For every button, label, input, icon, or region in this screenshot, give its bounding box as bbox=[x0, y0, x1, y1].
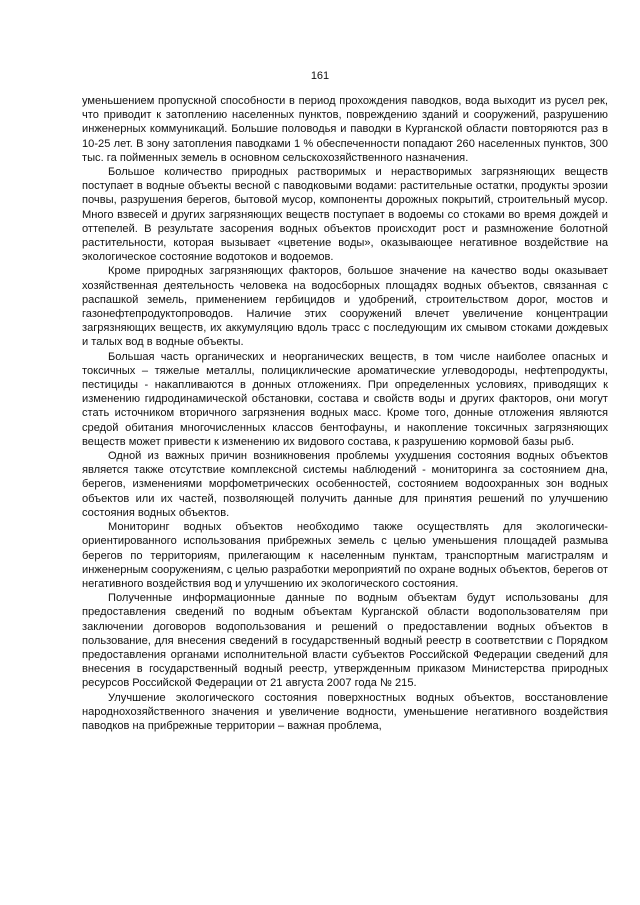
paragraph-7: Полученные информационные данные по водным объектам будут использованы для предоставления сведений по водным объектам Курганской области водопользователям при заключении договоров водопользования и решений о предоставлении водных объектов в пользование, для внесения сведений в государственный водный реестр в соответствии с Порядком предоставления органами исполнительной власти субъектов Российской Федерации сведений для внесения в государственный водный реестр, утвержденным приказом Министерства природных ресурсов Российской Федерации от 21 августа 2007 года № 215. bbox=[82, 592, 608, 690]
paragraph-8: Улучшение экологического состояния поверхностных водных объектов, восстановление народнохозяйственного значения и увеличение водности, уменьшение негативного воздействия паводков на прибрежные территории – важная проблема, bbox=[82, 691, 608, 732]
paragraph-2: Большое количество природных растворимых и нерастворимых загрязняющих веществ поступает в водные объекты весной с паводковыми водами: растительные остатки, продукты эрозии почвы, разрушения берегов, бытовой мусор, компоненты дорожных покрытий, строительный мусор. Много взвесей и других загрязняющих веществ поступает в водоемы со стоками во время дождей и оттепелей. В результате засорения водных объектов происходит рост и размножение болотной растительности, которая вызывает «цветение воды», оказывающее негативное воздействие на экологическое состояние водотоков и водоемов. bbox=[82, 166, 608, 264]
paragraph-1: уменьшением пропускной способности в период прохождения паводков, вода выходит из русел рек, что приводит к затоплению населенных пунктов, повреждению зданий и сооружений, разрушению инженерных коммуникаций. Большие половодья и паводки в Курганской области повторяются раз в 10-25 лет. В зону затопления паводками 1 % обеспеченности попадают 260 населенных пунктов, 300 тыс. га пойменных земель в основном сельскохозяйственного назначения. bbox=[82, 95, 608, 164]
paragraph-3: Кроме природных загрязняющих факторов, большое значение на качество воды оказывает хозяйственная деятельность человека на водосборных площадях водных объектов, связанная с распашкой земель, применением гербицидов и удобрений, строительством дорог, мостов и газонефтепродуктопроводов. Наличие этих сооружений влечет увеличение концентрации загрязняющих веществ, их аккумуляцию вдоль трасс с последующим их смывом стоками дождевых и талых вод в водные объекты. bbox=[82, 265, 608, 349]
paragraph-6: Мониторинг водных объектов необходимо также осуществлять для экологически-ориентированного использования прибрежных земель с целью уменьшения площадей размыва берегов по территориям, прилегающим к населенным пунктам, транспортным магистралям и инженерным сооружениям, с целью разработки мероприятий по охране водных объектов, берегов от негативного воздействия вод и улучшению их экологического состояния. bbox=[82, 521, 608, 590]
page-number: 161 bbox=[310, 70, 330, 82]
document-body bbox=[82, 94, 608, 733]
paragraph-5: Одной из важных причин возникновения проблемы ухудшения состояния водных объектов является также отсутствие комплексной системы наблюдений - мониторинга за состоянием дна, берегов, изменениями морфометрических особенностей, состоянием водоохранных зон водных объектов или их частей, позволяющей получить данные для принятия решений по улучшению состояния водных объектов. bbox=[82, 450, 608, 519]
paragraph-4: Большая часть органических и неорганических веществ, в том числе наиболее опасных и токсичных – тяжелые металлы, полициклические ароматические углеводороды, нефтепродукты, пестициды - накапливаются в донных отложениях. При определенных условиях, приводящих к изменению гидродинамической обстановки, состава и свойств воды и других факторов, они могут стать источником вторичного загрязнения водных масс. Кроме того, донные отложения являются средой обитания многочисленных классов бентофауны, и накопление токсичных загрязняющих веществ может привести к изменению их видового состава, к разрушению кормовой базы рыб. bbox=[82, 350, 608, 448]
